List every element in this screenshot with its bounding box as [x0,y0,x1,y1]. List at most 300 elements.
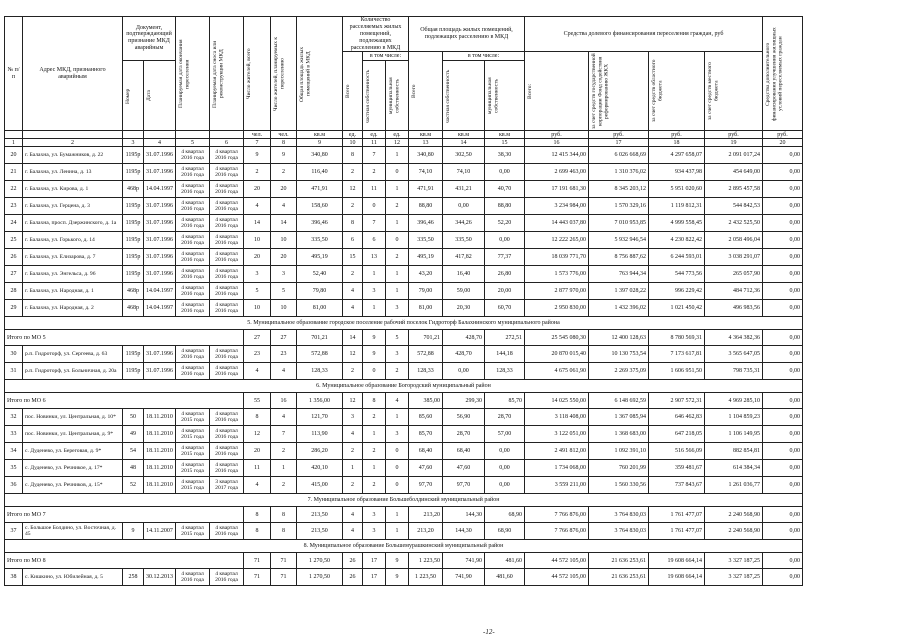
table-cell: 44 572 105,00 [525,569,589,586]
table-cell: 18.11.2010 [144,460,176,477]
table-cell: 10 130 753,54 [589,346,649,363]
table-cell: 0,00 [763,477,803,494]
table-cell: 544 773,56 [649,266,705,283]
table-cell: 6 [363,232,386,249]
table-cell: 4 квартал 2016 года [210,164,244,181]
table-row [5,409,803,426]
subtotal-cell: 4 969 285,10 [705,393,763,409]
table-row [5,266,803,283]
table-cell: 544 842,53 [705,198,763,215]
col-total-area-header: Общая площадь жилых помещений в МКД [297,17,343,131]
subtotal-cell: 68,90 [485,507,525,523]
address-cell: г. Балахна, просп. Дзержинского, д. 1а [23,215,123,232]
section-title-row [5,540,803,553]
table-cell: 4 [244,363,271,380]
table-cell: 335,50 [443,232,485,249]
table-cell: 1195р [123,164,144,181]
col-count-private-header: частная собственность [363,60,386,131]
table-cell: 9 [363,346,386,363]
address-cell: г. Балахна, ул. Народная, д. 2 [23,300,123,317]
table-cell: 4 квартал 2016 года [210,266,244,283]
table-cell: 85,60 [409,409,443,426]
subtotal-cell: 9 [363,330,386,346]
table-cell: 572,88 [409,346,443,363]
table-cell: 18 039 771,70 [525,249,589,266]
table-cell: 4 [343,300,363,317]
col-resettle-end-header: Планируемая дата окончания переселения [176,17,210,131]
table-cell: 1 119 812,31 [649,198,705,215]
column-number-cell: 2 [23,139,123,147]
table-cell: 14.04.1997 [144,283,176,300]
table-cell: 57,00 [485,426,525,443]
subtotal-cell: 1 223,50 [409,553,443,569]
address-cell: с. Дуденево, ул. Речникое, д. 17* [23,460,123,477]
table-cell: 22 [5,181,23,198]
unit-cell: кв.м [409,131,443,139]
table-cell: 0,00 [763,409,803,426]
table-cell: 28,70 [485,409,525,426]
table-cell: 213,20 [409,523,443,540]
table-cell: 0,00 [443,363,485,380]
col-area-group-header: Общая площадь жилых помещений, подлежащих расселению в МКД [409,17,525,52]
column-numbers-row [5,139,803,147]
table-cell: 396,46 [409,215,443,232]
table-cell: 31.07.1996 [144,147,176,164]
col-funds-regional-header: за счет средств областного бюджета [649,52,705,131]
table-cell: 8 [271,523,297,540]
subtotal-cell: 4 [343,507,363,523]
subtotal-cell: 71 [271,553,297,569]
table-cell: 2 [343,198,363,215]
table-cell: 417,82 [443,249,485,266]
table-cell: 4 квартал 2016 года [210,363,244,380]
table-cell: 4 [271,198,297,215]
table-cell: 14 443 037,80 [525,215,589,232]
table-cell: 0,00 [763,300,803,317]
table-cell: 4 квартал 2016 года [176,147,210,164]
subtotal-cell: 481,60 [485,553,525,569]
table-cell: 0,00 [763,283,803,300]
table-cell: 31.07.1996 [144,266,176,283]
table-cell: 71 [271,569,297,586]
table-cell: 38 [5,569,23,586]
subtotal-cell: 17 [363,553,386,569]
table-cell: 4 квартал 2016 года [176,232,210,249]
subtotal-cell: 71 [244,553,271,569]
subtotal-cell: 14 [343,330,363,346]
unit-cell: руб. [763,131,803,139]
subtotal-cell: 0,00 [763,330,803,346]
address-cell: с. Кишкино, ул. Юбилейная, д. 5 [23,569,123,586]
table-cell: 760 201,99 [589,460,649,477]
table-cell: 36 [5,477,23,494]
table-cell: 81,00 [409,300,443,317]
table-cell: 213,50 [297,523,343,540]
table-cell: 0,00 [485,232,525,249]
col-address-header: Адрес МКД, признанного аварийным [23,17,123,131]
subtotal-cell: 385,00 [409,393,443,409]
table-cell: 2 058 496,04 [705,232,763,249]
col-doc-date-header: Дата [144,60,176,131]
table-cell: 1 [386,283,409,300]
table-cell: 4 [343,426,363,443]
table-cell: 4 квартал 2015 года [176,443,210,460]
section-title-row [5,317,803,330]
table-cell: 4 675 061,90 [525,363,589,380]
subtotal-cell: 213,20 [409,507,443,523]
subtotal-cell: 0,00 [763,507,803,523]
unit-cell [210,131,244,139]
table-body [5,147,803,586]
table-cell: 2 [363,443,386,460]
unit-cell: ед. [363,131,386,139]
table-cell: 495,19 [297,249,343,266]
address-cell: г. Балахна, ул. Ленина, д. 13 [23,164,123,181]
table-row [5,346,803,363]
table-cell: 4 квартал 2016 года [176,300,210,317]
subtotal-row [5,393,803,409]
table-cell: 0,00 [763,426,803,443]
address-cell: г. Балахна, ул. Кирова, д. 1 [23,181,123,198]
table-cell: 20 [244,181,271,198]
table-cell: 1195р [123,346,144,363]
col-demolition-header: Планируемая дата сноса или реконструкции МКД [210,17,244,131]
table-cell: 5 [271,283,297,300]
table-cell: 31.07.1996 [144,215,176,232]
table-row [5,249,803,266]
table-cell: 7 [271,426,297,443]
table-cell: 2 [271,477,297,494]
table-cell: 0,00 [763,363,803,380]
table-cell: 4 [244,198,271,215]
table-cell: 0,00 [763,523,803,540]
table-cell: 2 [343,266,363,283]
subtotal-cell: 27 [244,330,271,346]
table-cell: 30.12.2013 [144,569,176,586]
subtotal-row [5,507,803,523]
table-cell: 4 [244,477,271,494]
table-cell: 0,00 [485,477,525,494]
table-cell: 2 091 017,24 [705,147,763,164]
table-cell: 0 [386,443,409,460]
table-cell: 12 415 344,00 [525,147,589,164]
table-cell: 1 [386,215,409,232]
table-cell: 2 [343,443,363,460]
table-cell: 6 [343,232,363,249]
subtotal-cell: 9 [386,553,409,569]
subtotal-row [5,553,803,569]
table-cell: 2 [271,164,297,181]
table-row [5,426,803,443]
table-cell: 52 [123,477,144,494]
unit-cell [123,131,144,139]
address-cell: г. Балахна, ул. Бумажников, д. 22 [23,147,123,164]
table-cell: 9 [386,569,409,586]
table-cell: 12 [343,346,363,363]
table-cell: 40,70 [485,181,525,198]
table-cell: 5 [244,283,271,300]
table-cell: 4 квартал 2016 года [176,346,210,363]
unit-cell: ед. [386,131,409,139]
table-cell: 1195р [123,215,144,232]
resettlement-table [4,16,803,586]
table-cell: 4 квартал 2016 года [176,283,210,300]
table-cell: 5 951 020,60 [649,181,705,198]
table-cell: 0,00 [485,443,525,460]
column-number-cell: 14 [443,139,485,147]
subtotal-cell: 741,90 [443,553,485,569]
table-cell: 7 173 617,81 [649,346,705,363]
subtotal-label: Итого по МО 7 [5,507,244,523]
table-cell: 1 761 477,07 [649,523,705,540]
unit-cell: руб. [649,131,705,139]
table-cell: 428,70 [443,346,485,363]
table-cell: 359 481,67 [649,460,705,477]
table-cell: 454 649,00 [705,164,763,181]
table-cell: 3 559 211,00 [525,477,589,494]
table-cell: 31.07.1996 [144,198,176,215]
table-cell: 0,00 [763,232,803,249]
table-cell: 1 [343,460,363,477]
subtotal-cell: 5 [386,330,409,346]
table-row [5,443,803,460]
subtotal-cell: 27 [271,330,297,346]
table-cell: 79,00 [409,283,443,300]
table-cell: 8 [244,523,271,540]
address-cell: г. Балахна, ул. Энгельса, д. 96 [23,266,123,283]
table-cell: 31 [5,363,23,380]
subtotal-cell: 44 572 105,00 [525,553,589,569]
subtotal-cell: 1 270,50 [297,553,343,569]
table-cell: 23 [271,346,297,363]
table-cell: 7 766 876,00 [525,523,589,540]
table-cell: 19 608 664,14 [649,569,705,586]
table-cell: 43,20 [409,266,443,283]
table-cell: 1 223,50 [409,569,443,586]
address-cell: с. Большое Болдино, ул. Восточная, д. 45 [23,523,123,540]
table-cell: 4 квартал 2016 года [210,232,244,249]
table-cell: 4 квартал 2016 года [176,198,210,215]
col-count-total-header: Всего [343,52,363,131]
table-cell: 7 [363,147,386,164]
section-title-row [5,494,803,507]
table-cell: 0 [386,477,409,494]
subtotal-cell: 2 240 568,90 [705,507,763,523]
subtotal-cell: 4 364 382,36 [705,330,763,346]
table-cell: 3 118 408,00 [525,409,589,426]
table-cell: 6 026 668,69 [589,147,649,164]
address-cell: с. Дуденево, ул. Речников, д. 15* [23,477,123,494]
table-cell: 68,40 [409,443,443,460]
table-cell: 2 [271,443,297,460]
table-cell: 68,40 [443,443,485,460]
table-cell: 158,60 [297,198,343,215]
table-cell: 1 270,50 [297,569,343,586]
table-cell: 1 367 085,94 [589,409,649,426]
address-cell: р.п. Гидроторф, ул. Больничная, д. 20а [23,363,123,380]
table-cell: 10 [271,232,297,249]
col-residents-planned-header: Число жителей, планируемых к переселению [271,17,297,131]
table-cell: 2 [386,249,409,266]
table-cell: 71 [244,569,271,586]
subtotal-cell: 272,51 [485,330,525,346]
table-cell: 3 038 291,07 [705,249,763,266]
table-cell: 468р [123,283,144,300]
table-cell: 3 565 647,05 [705,346,763,363]
table-cell: 3 234 984,00 [525,198,589,215]
subtotal-cell: 85,70 [485,393,525,409]
table-cell: 3 [386,346,409,363]
table-cell: 1 [363,426,386,443]
table-cell: 2 [386,198,409,215]
section-title: 7. Муниципальное образование Большеболдинский муниципальный район [5,494,803,507]
subtotal-cell: 144,30 [443,507,485,523]
table-cell: 1 734 068,00 [525,460,589,477]
table-cell: 1 [386,147,409,164]
col-document-header: Документ, подтверждающий признание МКД аварийным [123,17,176,61]
table-cell: 265 057,90 [705,266,763,283]
table-cell: 47,60 [443,460,485,477]
table-cell: 35 [5,460,23,477]
table-cell: 335,50 [409,232,443,249]
table-cell: 20,00 [485,283,525,300]
table-cell: 128,33 [409,363,443,380]
table-cell: 17 [363,569,386,586]
table-cell: 26,80 [485,266,525,283]
table-cell: 0 [386,164,409,181]
units-row [5,131,803,139]
subtotal-cell: 3 [363,507,386,523]
column-number-cell: 5 [176,139,210,147]
table-row [5,523,803,540]
col-count-municipal-header: муниципальная собственность [386,60,409,131]
subtotal-cell: 299,30 [443,393,485,409]
table-cell: 996 229,42 [649,283,705,300]
table-cell: 48 [123,460,144,477]
table-row [5,198,803,215]
subtotal-cell: 55 [244,393,271,409]
table-cell: 2 877 970,00 [525,283,589,300]
col-area-incl-header: в том числе: [443,52,525,60]
table-cell: 1 [386,181,409,198]
table-cell: 0,00 [763,266,803,283]
address-cell: г. Балахна, ул. Герцена, д. 3 [23,198,123,215]
table-cell: 2 [363,409,386,426]
table-cell: 614 384,34 [705,460,763,477]
table-cell: 1 560 330,56 [589,477,649,494]
table-cell: 4 [271,409,297,426]
table-cell: 4 [343,283,363,300]
table-cell: 468р [123,300,144,317]
table-cell: 0,00 [763,147,803,164]
table-cell: 647 218,05 [649,426,705,443]
table-cell: 50 [123,409,144,426]
address-cell: р.п. Гидроторф, ул. Сергеева, д. 63 [23,346,123,363]
section-title: 5. Муниципальное образование городское поселение рабочий поселок Гидроторф Балахнинского муниципального района [5,317,803,330]
table-cell: 4 квартал 2016 года [176,249,210,266]
table-cell: 471,91 [297,181,343,198]
subtotal-cell: 701,21 [409,330,443,346]
table-cell: 15 [343,249,363,266]
table-row [5,460,803,477]
table-cell: 6 244 593,01 [649,249,705,266]
col-funds-group-header: Средства долевого финансирования переселения граждан, руб [525,17,763,52]
table-row [5,363,803,380]
table-cell: 74,10 [443,164,485,181]
table-cell: 54 [123,443,144,460]
table-cell: 335,50 [297,232,343,249]
table-cell: 81,00 [297,300,343,317]
table-cell: 97,70 [409,477,443,494]
col-area-total-header: Всего [409,52,443,131]
table-cell: 4 квартал 2016 года [176,266,210,283]
table-cell: 121,70 [297,409,343,426]
unit-cell: руб. [525,131,589,139]
table-cell: 1195р [123,363,144,380]
table-cell: 798 735,31 [705,363,763,380]
table-cell: 12 [244,426,271,443]
table-cell: 4 квартал 2016 года [176,181,210,198]
table-cell: 4 230 822,42 [649,232,705,249]
table-cell: 572,88 [297,346,343,363]
table-cell: 1 106 149,95 [705,426,763,443]
table-cell: 1 570 329,16 [589,198,649,215]
column-number-cell: 6 [210,139,244,147]
column-number-cell: 4 [144,139,176,147]
table-cell: 8 345 203,12 [589,181,649,198]
table-cell: 0,00 [763,215,803,232]
table-row [5,232,803,249]
subtotal-cell: 25 545 080,30 [525,330,589,346]
subtotal-cell: 213,50 [297,507,343,523]
table-cell: 934 437,98 [649,164,705,181]
table-cell: 4 квартал 2016 года [210,523,244,540]
subtotal-cell: 26 [343,553,363,569]
table-cell: 7 010 953,85 [589,215,649,232]
col-funds-total-header: Всего: [525,52,589,131]
table-cell: 0,00 [763,569,803,586]
table-cell: 28,70 [443,426,485,443]
table-cell: 20 [271,181,297,198]
col-area-private-header: частная собственность [443,60,485,131]
unit-cell: кв.м [297,131,343,139]
table-cell: 10 [271,300,297,317]
table-cell: 4 квартал 2016 года [210,569,244,586]
table-cell: 88,80 [409,198,443,215]
table-cell: 9 [123,523,144,540]
col-area-municipal-header: муниципальная собственность [485,60,525,131]
unit-cell: ед. [343,131,363,139]
table-cell: 471,91 [409,181,443,198]
table-row [5,164,803,181]
unit-cell [144,131,176,139]
subtotal-label: Итого по МО 5 [5,330,244,346]
table-cell: 4 квартал 2015 года [176,460,210,477]
table-cell: 396,46 [297,215,343,232]
table-cell: 24 [5,215,23,232]
table-cell: 7 [363,215,386,232]
table-cell: 8 [343,147,363,164]
table-cell: 31.07.1996 [144,232,176,249]
table-cell: 20 [271,249,297,266]
column-number-cell: 20 [763,139,803,147]
table-cell: 28 [5,283,23,300]
table-cell: 31.07.1996 [144,164,176,181]
table-cell: 10 [244,232,271,249]
table-cell: 1 368 683,00 [589,426,649,443]
column-number-cell: 12 [386,139,409,147]
col-funds-local-header: за счет средств местного бюджета [705,52,763,131]
